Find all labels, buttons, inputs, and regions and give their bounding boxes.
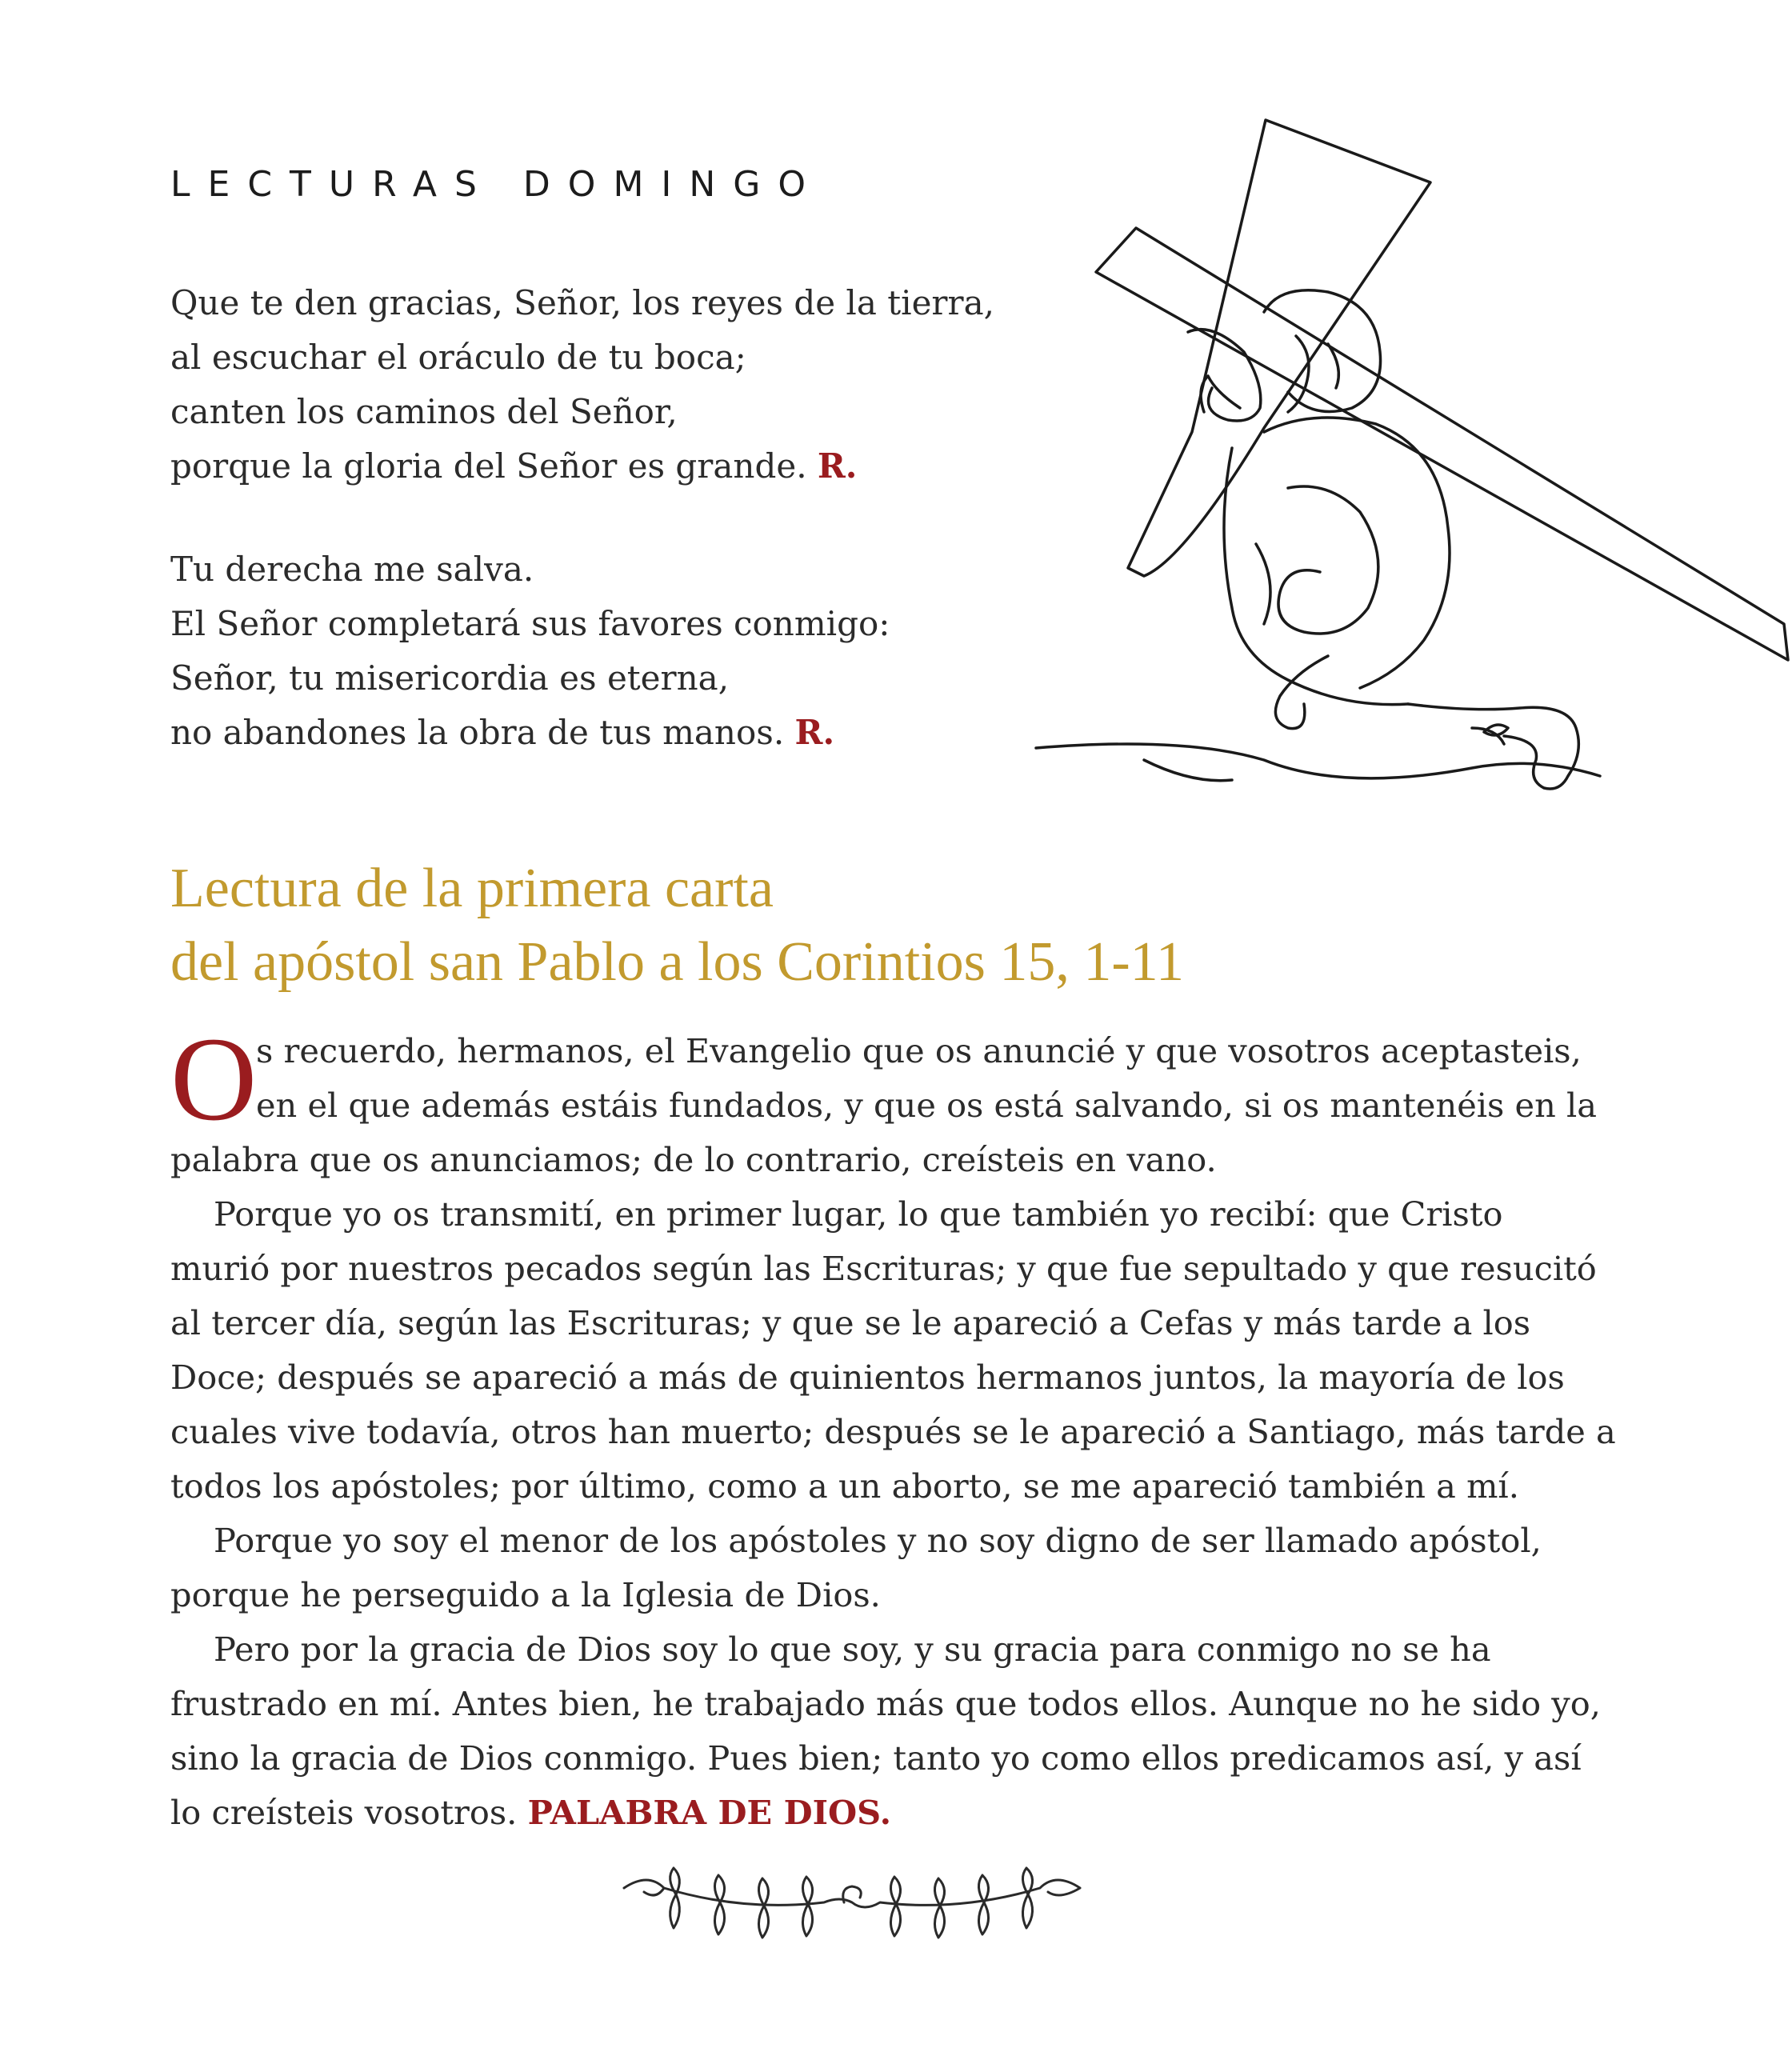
body-line: porque he perseguido a la Iglesia de Dios.	[170, 1575, 881, 1614]
reading-body	[170, 1013, 1616, 1840]
psalm-line: al escuchar el oráculo de tu boca;	[170, 338, 746, 377]
psalm-line: Señor, tu misericordia es eterna,	[170, 658, 730, 698]
body-line: frustrado en mí. Antes bien, he trabajado más que todos ellos. Aunque no he sido yo,	[170, 1684, 1601, 1723]
body-line: Pero por la gracia de Dios soy lo que soy, y su gracia para conmigo no se ha	[214, 1630, 1491, 1669]
psalm-line-with-response	[170, 439, 994, 494]
body-line: Porque yo soy el menor de los apóstoles y no soy digno de ser llamado apóstol,	[214, 1521, 1542, 1560]
body-line: Doce; después se apareció a más de quinientos hermanos juntos, la mayoría de los	[170, 1358, 1565, 1397]
body-line: al tercer día, según las Escrituras; y que se le apareció a Cefas y más tarde a los	[170, 1303, 1531, 1342]
psalm-line: canten los caminos del Señor,	[170, 392, 678, 431]
reading-title	[170, 852, 1184, 999]
psalm-line: El Señor completará sus favores conmigo:	[170, 604, 890, 643]
reading-title-line: Lectura de la primera carta	[170, 858, 774, 919]
body-line-final	[170, 1786, 1610, 1840]
cross-bearer-illustration	[1024, 112, 1792, 816]
closing-acclamation: PALABRA DE DIOS.	[527, 1793, 892, 1832]
body-line: Porque yo os transmití, en primer lugar, lo que también yo recibí: que Cristo	[214, 1194, 1503, 1234]
drop-cap: O	[170, 1013, 258, 1146]
page-title: LECTURAS DOMINGO	[170, 164, 824, 205]
body-line: cuales vive todavía, otros han muerto; después se le apareció a Santiago, más tarde a	[170, 1412, 1616, 1451]
psalm-line: Tu derecha me salva.	[170, 550, 534, 589]
response-marker: R.	[794, 713, 835, 752]
psalm-stanza-2	[170, 542, 890, 760]
body-line: en el que además estáis fundados, y que os está salvando, si os mantenéis en la	[256, 1086, 1598, 1125]
psalm-line: Que te den gracias, Señor, los reyes de la tierra,	[170, 283, 994, 322]
psalm-line-text: no abandones la obra de tus manos.	[170, 713, 785, 752]
body-line: s recuerdo, hermanos, el Evangelio que os anuncié y que vosotros aceptasteis,	[256, 1031, 1582, 1070]
body-line: todos los apóstoles; por último, como a un aborto, se me apareció también a mí.	[170, 1466, 1519, 1506]
psalm-stanza-1	[170, 276, 994, 494]
psalm-line-text: porque la gloria del Señor es grande.	[170, 446, 807, 486]
reading-title-line: del apóstol san Pablo a los Corintios 15, 1-11	[170, 931, 1185, 993]
body-line: sino la gracia de Dios conmigo. Pues bien; tanto yo como ellos predicamos así, y así	[170, 1738, 1582, 1778]
psalm-line-with-response	[170, 706, 890, 760]
body-line-text: lo creísteis vosotros.	[170, 1793, 518, 1832]
response-marker: R.	[817, 446, 858, 486]
body-line: murió por nuestros pecados según las Escrituras; y que fue sepultado y que resucitó	[170, 1249, 1597, 1288]
vine-divider-ornament-icon	[616, 1856, 1088, 1944]
body-line: palabra que os anunciamos; de lo contrario, creísteis en vano.	[170, 1140, 1217, 1179]
